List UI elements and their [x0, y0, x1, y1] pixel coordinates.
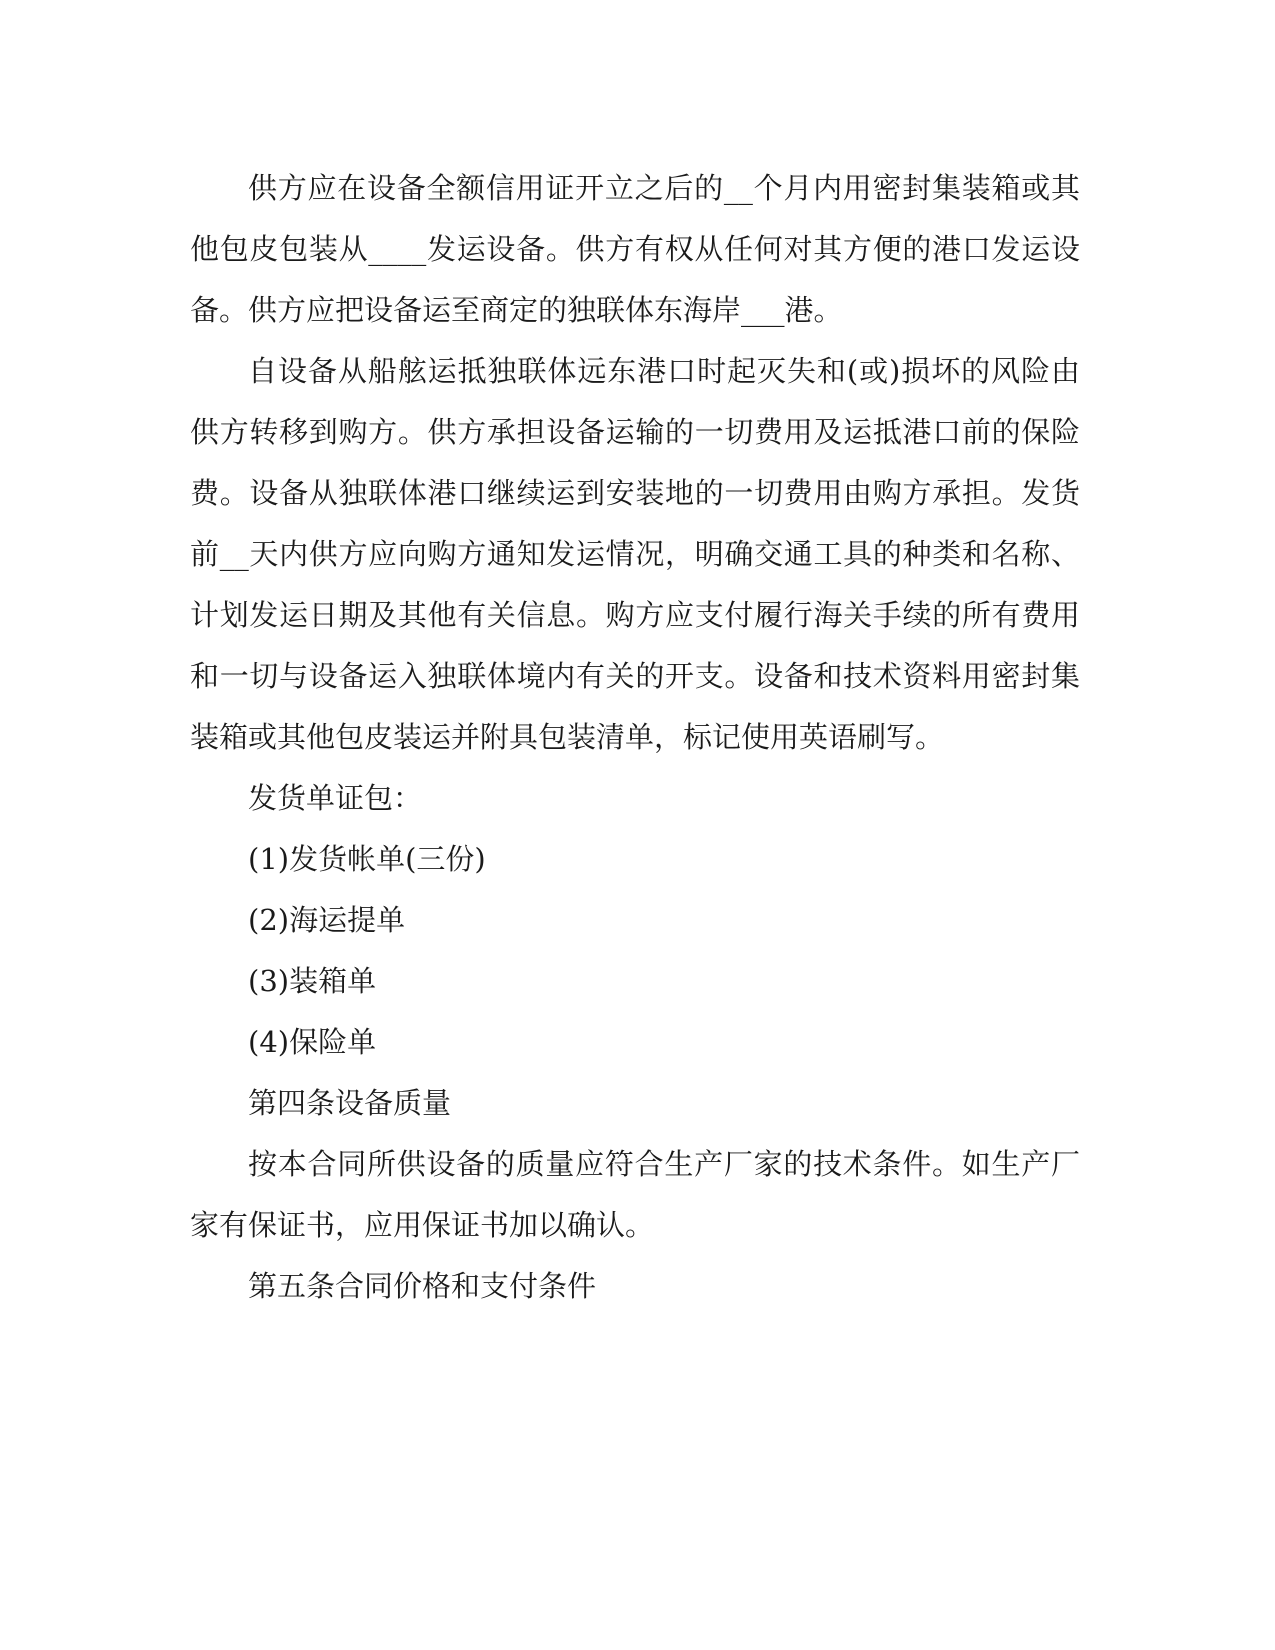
list-item-insurance-policy: (4)保险单 [248, 1025, 377, 1059]
paragraph-equipment-quality: 按本合同所供设备的质量应符合生产厂家的技术条件。如生产厂家有保证书，应用保证书加以确认。 [190, 1147, 1080, 1242]
list-item-invoice: (1)发货帐单(三份) [248, 842, 486, 876]
list-item-bill-of-lading: (2)海运提单 [248, 903, 406, 937]
document-body [190, 158, 1080, 1317]
section-heading-article-4: 第四条设备质量 [248, 1086, 452, 1120]
list-item-packing-list: (3)装箱单 [248, 964, 377, 998]
paragraph-shipping-documents-heading: 发货单证包： [248, 781, 423, 815]
paragraph-risk-transfer: 自设备从船舷运抵独联体远东港口时起灭失和(或)损坏的风险由供方转移到购方。供方承担设备运输的一切费用及运抵港口前的保险费。设备从独联体港口继续运到安装地的一切费用由购方承担。发货前__天内供方应向购方通知发运情况，明确交通工具的种类和名称、计划发运日期及其他有关信息。购方应支付履行海关手续的所有费用和一切与设备运入独联体境内有关的开支。设备和技术资料用密封集装箱或其他包皮装运并附具包装清单，标记使用英语刷写。 [190, 354, 1080, 754]
paragraph-shipment-terms: 供方应在设备全额信用证开立之后的__个月内用密封集装箱或其他包皮包装从____发运设备。供方有权从任何对其方便的港口发运设备。供方应把设备运至商定的独联体东海岸___港。 [190, 171, 1080, 327]
section-heading-article-5: 第五条合同价格和支付条件 [248, 1269, 597, 1303]
